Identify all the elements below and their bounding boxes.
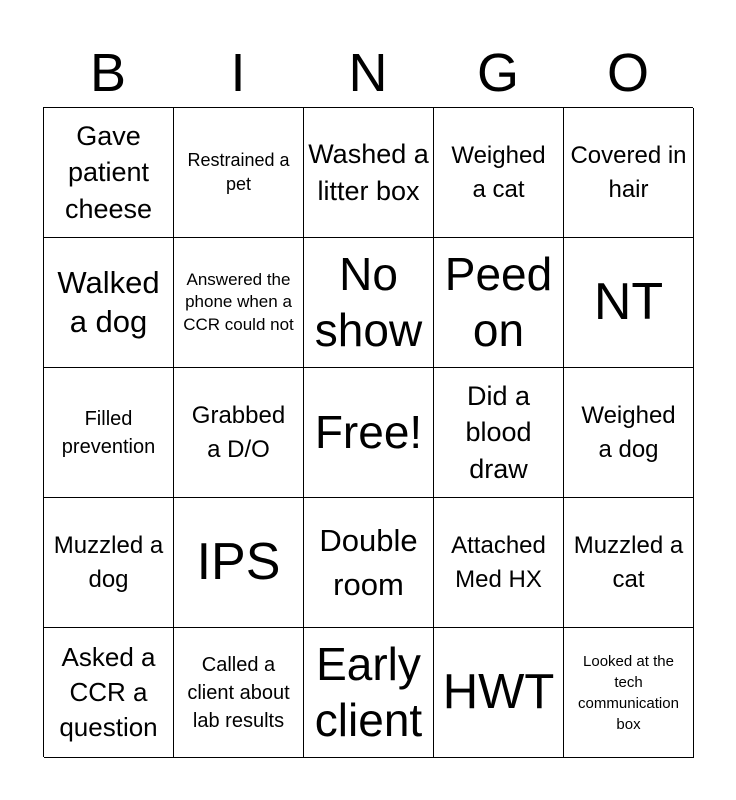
cell-label: Double room [319, 523, 418, 602]
bingo-cell[interactable] [304, 628, 434, 758]
bingo-cell[interactable] [174, 238, 304, 368]
cell-label: Walked a dog [57, 264, 160, 339]
cell-label: Filled prevention [61, 407, 156, 458]
bingo-cell[interactable] [304, 368, 434, 498]
bingo-board [43, 107, 693, 757]
cell-label: Looked at the tech communication box [578, 652, 679, 733]
bingo-header [43, 42, 693, 104]
header-letter-o: O [606, 43, 649, 103]
cell-label: Answered the phone when a CCR could not [183, 270, 294, 334]
cell-label: Muzzled a cat [573, 531, 684, 593]
bingo-cell[interactable] [44, 498, 174, 628]
bingo-cell[interactable] [564, 368, 694, 498]
bingo-cell[interactable] [304, 108, 434, 238]
cell-label: Muzzled a dog [53, 531, 164, 593]
bingo-cell[interactable] [434, 368, 564, 498]
bingo-cell[interactable] [434, 498, 564, 628]
header-letter-i: I [230, 43, 246, 103]
cell-label: Grabbed a D/O [191, 401, 286, 463]
bingo-cell[interactable] [434, 238, 564, 368]
bingo-cell[interactable] [564, 498, 694, 628]
bingo-cell[interactable] [44, 628, 174, 758]
bingo-cell[interactable] [304, 238, 434, 368]
cell-label: Early client [314, 638, 423, 746]
bingo-cell[interactable] [44, 108, 174, 238]
header-letter-n: N [348, 43, 388, 103]
cell-label: Did a blood draw [465, 380, 532, 484]
bingo-cell[interactable] [174, 368, 304, 498]
bingo-cell[interactable] [434, 628, 564, 758]
cell-label: Peed on [444, 248, 553, 356]
cell-label: Called a client about lab results [187, 653, 290, 732]
bingo-cell[interactable] [564, 628, 694, 758]
cell-label: NT [593, 272, 664, 331]
cell-label: Weighed a dog [581, 401, 676, 463]
bingo-cell[interactable] [564, 108, 694, 238]
cell-label: HWT [442, 665, 555, 720]
bingo-cell[interactable] [434, 108, 564, 238]
cell-label: IPS [196, 532, 281, 591]
cell-label: Gave patient cheese [64, 120, 153, 224]
cell-label: Weighed a cat [451, 141, 546, 203]
bingo-cell[interactable] [44, 368, 174, 498]
bingo-cell[interactable] [304, 498, 434, 628]
bingo-cell[interactable] [174, 498, 304, 628]
bingo-cell[interactable] [174, 108, 304, 238]
cell-label: Free! [314, 405, 423, 458]
cell-label: Washed a litter box [308, 139, 429, 206]
cell-label: Attached Med HX [451, 531, 546, 593]
bingo-cell[interactable] [44, 238, 174, 368]
cell-label: No show [314, 248, 423, 356]
cell-label: Covered in hair [570, 141, 687, 203]
cell-label: Restrained a pet [187, 150, 290, 194]
header-letter-g: G [476, 43, 519, 103]
bingo-cell[interactable] [174, 628, 304, 758]
cell-label: Asked a CCR a question [59, 641, 158, 743]
bingo-cell[interactable] [564, 238, 694, 368]
header-letter-b: B [89, 43, 127, 103]
